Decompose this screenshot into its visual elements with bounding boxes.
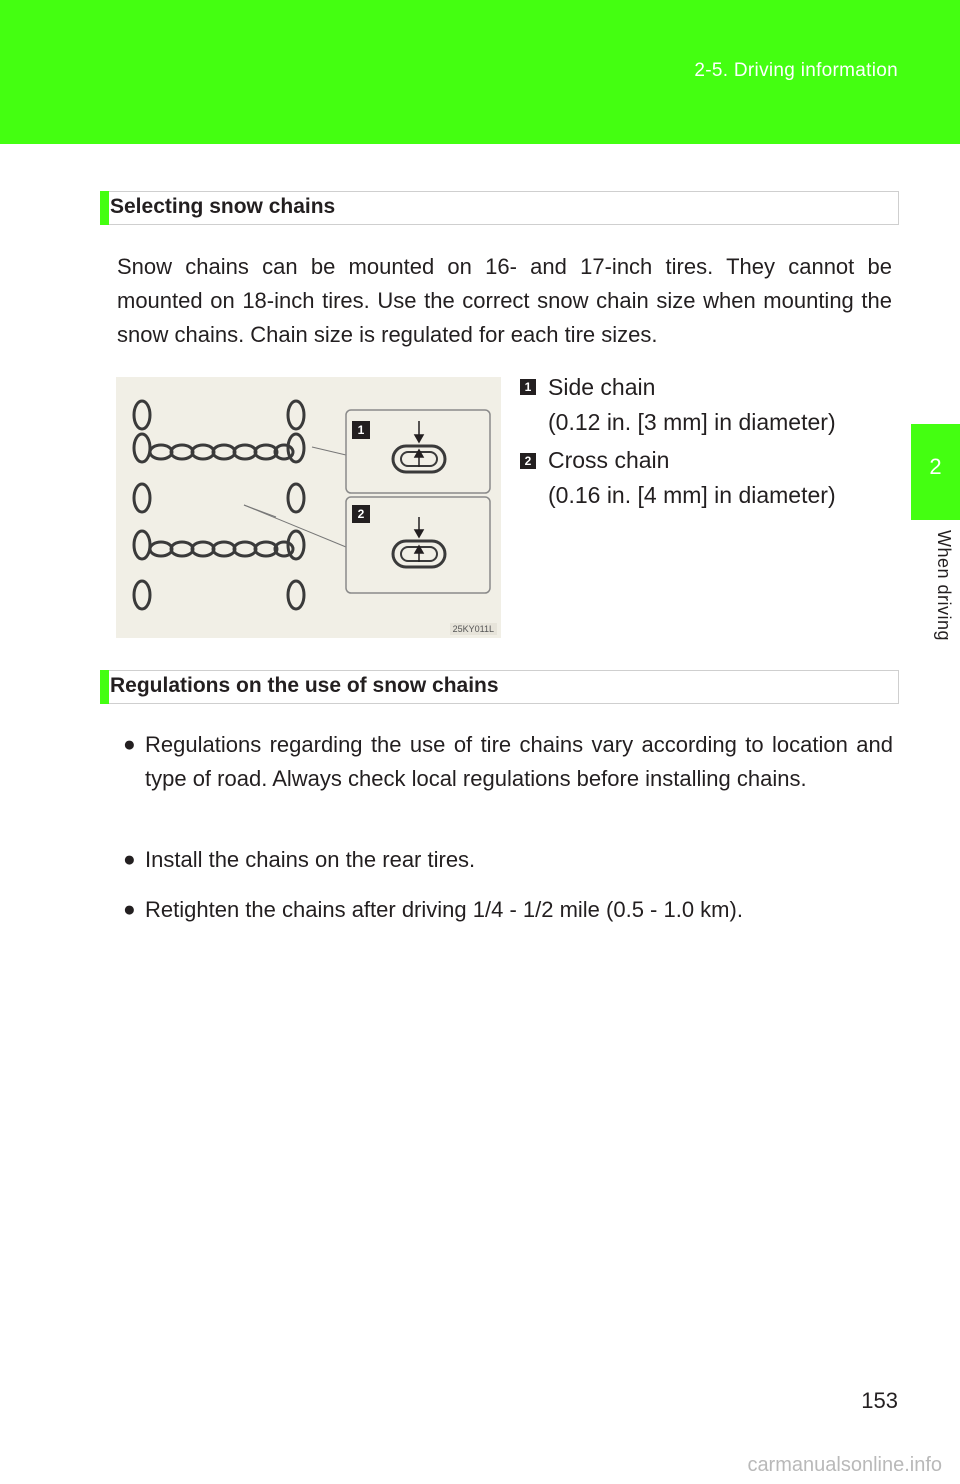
callout-badge-2: 2 bbox=[352, 505, 370, 523]
bullet-item: Regulations regarding the use of tire chains vary according to location and type of road. Always check local regulations before installing chains. bbox=[145, 732, 893, 791]
legend-label-side-chain: Side chain bbox=[548, 374, 656, 400]
bullet-item: Install the chains on the rear tires. bbox=[145, 847, 476, 872]
chapter-label: When driving bbox=[934, 530, 954, 642]
legend-badge-2: 2 bbox=[520, 453, 536, 469]
section-heading-selecting bbox=[100, 191, 899, 225]
callout-badge-1: 1 bbox=[352, 421, 370, 439]
snow-chain-illustration bbox=[116, 377, 501, 638]
chapter-number-tab[interactable]: 2 bbox=[911, 424, 960, 520]
heading-text: Selecting snow chains bbox=[110, 195, 336, 218]
header-band bbox=[0, 0, 960, 144]
legend-badge-1: 1 bbox=[520, 379, 536, 395]
bullet-icon: ● bbox=[123, 898, 136, 921]
page-number: 153 bbox=[861, 1388, 898, 1413]
heading-text: Regulations on the use of snow chains bbox=[110, 674, 499, 697]
section-title: 2-5. Driving information bbox=[694, 60, 898, 81]
bullet-icon: ● bbox=[123, 848, 136, 871]
section-heading-regulations bbox=[100, 670, 899, 704]
figure-code: 25KY011L bbox=[450, 623, 497, 635]
legend-detail-side-chain: (0.12 in. [3 mm] in diameter) bbox=[548, 409, 836, 435]
watermark-link[interactable]: carmanualsonline.info bbox=[747, 1454, 942, 1476]
bullet-icon: ● bbox=[123, 733, 136, 756]
heading-accent-bar bbox=[100, 191, 109, 225]
snow-chain-figure bbox=[116, 377, 501, 638]
legend-detail-cross-chain: (0.16 in. [4 mm] in diameter) bbox=[548, 482, 836, 508]
heading-accent-bar bbox=[100, 670, 109, 704]
bullet-item: Retighten the chains after driving 1/4 - 1/2 mile (0.5 - 1.0 km). bbox=[145, 897, 743, 922]
selecting-paragraph: Snow chains can be mounted on 16- and 17-inch tires. They cannot be mounted on 18-inch tires. Use the correct snow chain size when mounting the snow chains. Chain size is regulated for each tire sizes. bbox=[117, 254, 892, 347]
legend-label-cross-chain: Cross chain bbox=[548, 447, 670, 473]
